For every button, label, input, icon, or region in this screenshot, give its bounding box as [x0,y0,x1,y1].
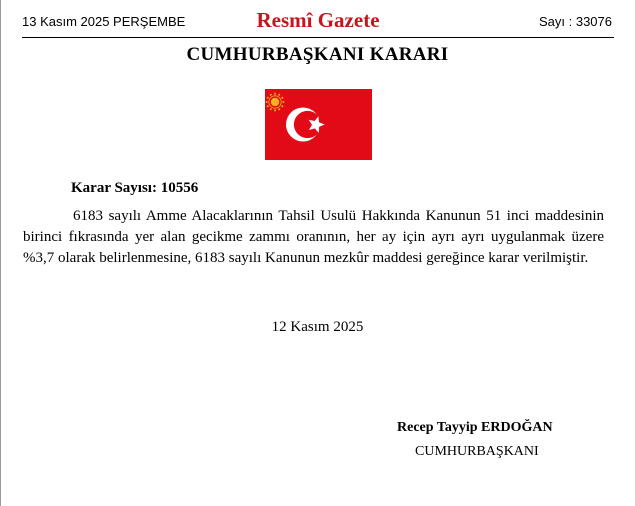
document-title: CUMHURBAŞKANI KARARI [186,44,449,65]
header-divider [22,37,614,38]
gazette-title: Resmî Gazete [256,8,380,32]
issue-number: Sayı : 33076 [539,14,612,29]
turkish-flag-with-presidential-seal-icon [265,89,372,160]
decision-date: 12 Kasım 2025 [271,319,364,335]
gazette-header [22,8,614,36]
signatory-name: Recep Tayyip ERDOĞAN [397,420,553,435]
decision-number: Karar Sayısı: 10556 [71,180,199,196]
left-margin-rule [0,0,1,506]
decision-body-text: 6183 sayılı Amme Alacaklarının Tahsil Usulü Hakkında Kanunun 51 inci maddesinin birinci fıkrasında yer alan gecikme zammı oranının, her ay için ayrı ayrı uygulanmak üzere %3,7 olarak belirlenmesine, 6183 sayılı Kanunun mezkûr maddesi gereğince karar verilmiştir. [23,208,604,266]
issue-date: 13 Kasım 2025 PERŞEMBE [22,14,186,29]
signatory-title: CUMHURBAŞKANI [415,444,539,459]
